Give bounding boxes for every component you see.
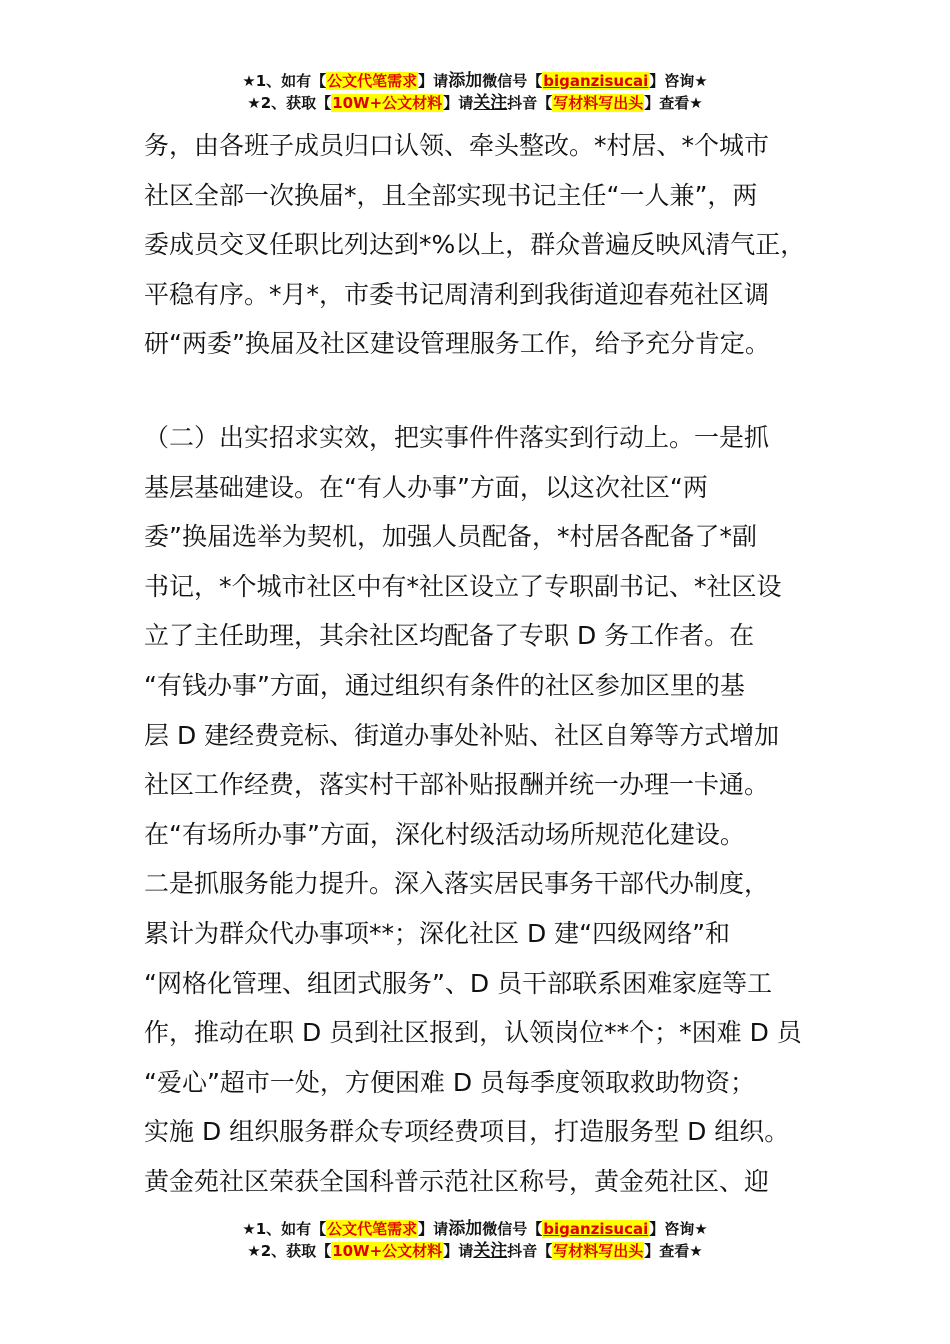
document-body — [144, 121, 824, 1206]
banner-text: ★2、获取【 — [247, 1242, 332, 1260]
text-line: 研“两委”换届及社区建设管理服务工作，给予充分肯定。 — [144, 329, 770, 359]
banner-emphasis: 添加 — [448, 71, 483, 91]
banner-text: 】查看★ — [644, 1242, 703, 1260]
text-line: 委”换届选举为契机，加强人员配备，*村居各配备了*副 — [144, 522, 757, 552]
text-line: 委成员交叉任职比列达到*%以上，群众普遍反映风清气正， — [144, 230, 806, 260]
banner-text: 】请 — [443, 94, 474, 112]
text-line: “网格化管理、组团式服务”、D 员干部联系困难家庭等工 — [144, 968, 773, 998]
highlight-materials: 10W+公文材料 — [332, 1242, 443, 1260]
banner-text: 微信号【 — [482, 1220, 543, 1238]
text-line: 作，推动在职 D 员到社区报到，认领岗位**个；*困难 D 员 — [144, 1018, 802, 1048]
text-line: “有钱办事”方面，通过组织有条件的社区参加区里的基 — [144, 670, 745, 700]
text-line: 社区工作经费，落实村干部补贴报酬并统一办理一卡通。 — [144, 770, 770, 800]
text-line: 黄金苑社区荣获全国科普示范社区称号，黄金苑社区、迎 — [144, 1166, 770, 1196]
paragraph-spacer — [144, 369, 824, 413]
banner-text: 】请 — [418, 72, 449, 90]
highlight-wechat-id: biganzisucai — [543, 1220, 649, 1238]
banner-text: ★2、获取【 — [247, 94, 332, 112]
banner-text: ★1、如有【 — [242, 72, 327, 90]
banner-text: ★1、如有【 — [242, 1220, 327, 1238]
paragraph-1 — [144, 121, 824, 369]
banner-emphasis: 添加 — [448, 1219, 483, 1239]
banner-emphasis: 关注 — [473, 93, 508, 113]
highlight-service: 公文代笔需求 — [327, 72, 418, 90]
banner-text: 抖音【 — [507, 1242, 553, 1260]
text-line: “爱心”超市一处，方便困难 D 员每季度领取救助物资； — [144, 1067, 756, 1097]
banner-emphasis: 关注 — [473, 1241, 508, 1261]
text-line: 基层基础建设。在“有人办事”方面，以这次社区“两 — [144, 472, 708, 502]
text-line: 实施 D 组织服务群众专项经费项目，打造服务型 D 组织。 — [144, 1117, 790, 1147]
banner-text: 】咨询★ — [649, 1220, 708, 1238]
banner-text: 】查看★ — [644, 94, 703, 112]
paragraph-2 — [144, 413, 824, 1207]
text-line: 务，由各班子成员归口认领、牵头整改。*村居、*个城市 — [144, 131, 770, 160]
banner-line-2 — [0, 1240, 950, 1262]
banner-text: 】咨询★ — [649, 72, 708, 90]
header-banner — [0, 70, 950, 114]
text-line: 书记，*个城市社区中有*社区设立了专职副书记、*社区设 — [144, 571, 782, 601]
banner-line-1 — [0, 70, 950, 92]
text-line: 平稳有序。*月*，市委书记周清利到我街道迎春苑社区调 — [144, 279, 770, 309]
highlight-wechat-id: biganzisucai — [543, 72, 649, 90]
highlight-douyin-account: 写材料写出头 — [553, 1242, 644, 1260]
banner-text: 抖音【 — [507, 94, 553, 112]
highlight-douyin-account: 写材料写出头 — [553, 94, 644, 112]
banner-text: 】请 — [443, 1242, 474, 1260]
text-line: 二是抓服务能力提升。深入落实居民事务干部代办制度， — [144, 869, 770, 899]
text-line: 社区全部一次换届*，且全部实现书记主任“一人兼”，两 — [144, 180, 758, 210]
banner-line-2 — [0, 92, 950, 114]
text-line: 层 D 建经费竞标、街道办事处补贴、社区自筹等方式增加 — [144, 720, 780, 750]
footer-banner — [0, 1218, 950, 1262]
banner-text: 】请 — [418, 1220, 449, 1238]
text-line: 立了主任助理，其余社区均配备了专职 D 务工作者。在 — [144, 621, 755, 651]
banner-line-1 — [0, 1218, 950, 1240]
highlight-materials: 10W+公文材料 — [332, 94, 443, 112]
highlight-service: 公文代笔需求 — [327, 1220, 418, 1238]
text-line: 累计为群众代办事项**；深化社区 D 建“四级网络”和 — [144, 918, 731, 948]
text-line: （二）出实招求实效，把实事件件落实到行动上。一是抓 — [144, 422, 770, 452]
banner-text: 微信号【 — [482, 72, 543, 90]
text-line: 在“有场所办事”方面，深化村级活动场所规范化建设。 — [144, 819, 745, 849]
